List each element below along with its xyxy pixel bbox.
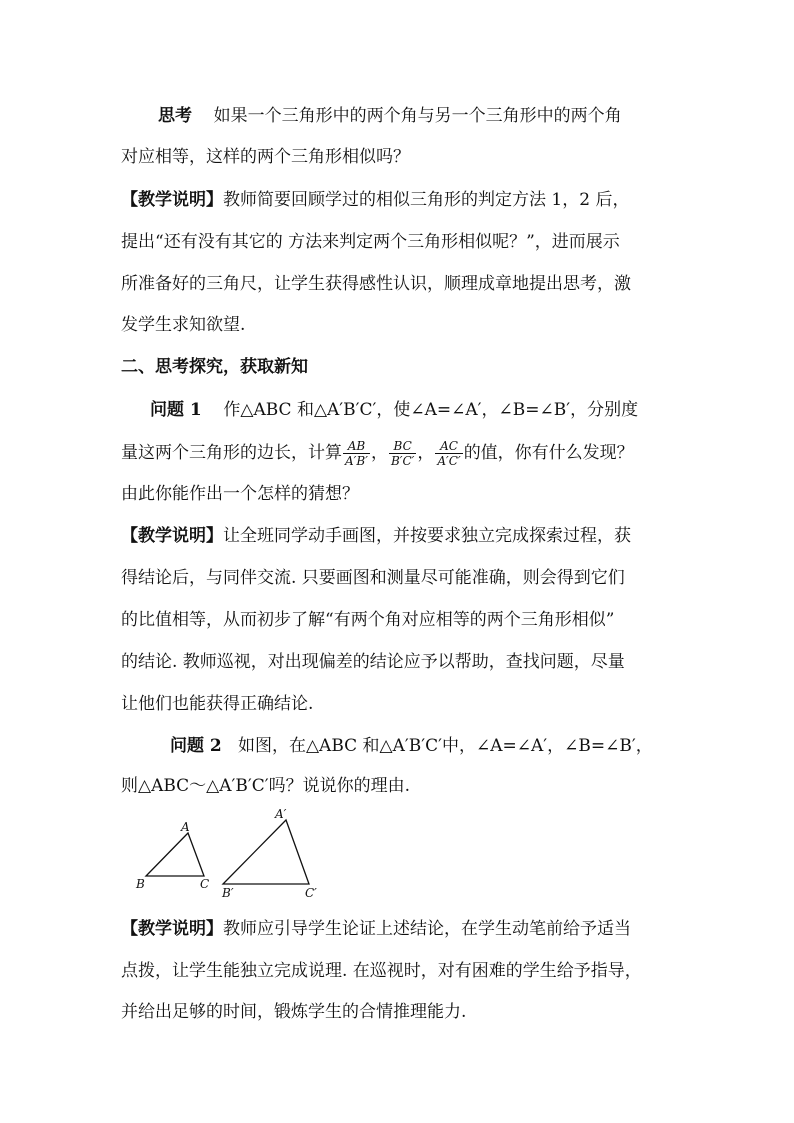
note1-text-2: 提出“还有没有其它的 方法来判定两个三角形相似呢？”，进而展示 [121, 232, 620, 252]
note2-text-2: 得结论后，与同伴交流. 只要画图和测量尽可能准确，则会得到它们 [121, 568, 625, 588]
note1-text-1: 教师简要回顾学过的相似三角形的判定方法 1，2 后， [223, 190, 630, 210]
think-text-1: 如果一个三角形中的两个角与另一个三角形中的两个角 [213, 106, 622, 126]
q1-text-2-pre: 量这两个三角形的边长，计算 [121, 443, 342, 463]
think-label: 思考 [158, 106, 192, 126]
note2-label: 【教学说明】 [121, 526, 223, 546]
fraction-ab-den: A′B′ [345, 454, 368, 468]
note2-text-5: 让他们也能获得正确结论. [121, 694, 314, 714]
q1-text-2-post: 的值，你有什么发现？ [463, 443, 634, 463]
fraction-separator: ， [370, 443, 388, 463]
think-text-2: 对应相等，这样的两个三角形相似吗？ [121, 147, 410, 167]
vertex-label-b-prime: B′ [222, 886, 234, 900]
q1-label: 问题 1 [150, 400, 202, 420]
note3-text-2: 点拨，让学生能独立完成说理. 在巡视时，对有困难的学生给予指导， [121, 961, 642, 981]
triangle-abc [146, 833, 204, 876]
q2-label: 问题 2 [170, 736, 222, 756]
triangle-a-prime-b-prime-c-prime [223, 820, 309, 884]
q1-text-1: 作△ABC 和△A′B′C′，使∠A=∠A′，∠B=∠B′，分别度 [223, 400, 639, 420]
note1-text-4: 发学生求知欲望. [121, 315, 246, 335]
note1-label: 【教学说明】 [121, 190, 223, 210]
note2-text-1: 让全班同学动手画图，并按要求独立完成探索过程，获 [223, 526, 631, 546]
note3-text-1: 教师应引导学生论证上述结论，在学生动笔前给予适当 [223, 919, 631, 939]
fraction-ac-den: A′C′ [437, 454, 461, 468]
vertex-label-b: B [136, 877, 145, 891]
q1-text-3: 由此你能作出一个怎样的猜想？ [121, 484, 359, 504]
note2-text-4: 的结论. 教师巡视，对出现偏差的结论应予以帮助，查找问题，尽量 [121, 652, 625, 672]
q2-text-2: 则△ABC～△A′B′C′吗？说说你的理由. [121, 776, 410, 796]
note3-text-3: 并给出足够的时间，锻炼学生的合情推理能力. [121, 1002, 467, 1022]
section-heading: 二、思考探究，获取新知 [121, 357, 308, 377]
fraction-ab-num: AB [343, 439, 370, 454]
note3-line1 [121, 917, 631, 941]
note2-text-3: 的比值相等，从而初步了解“有两个角对应相等的两个三角形相似” [121, 610, 615, 630]
q2-text-1: 如图，在△ABC 和△A′B′C′中，∠A=∠A′，∠B=∠B′， [237, 736, 653, 756]
vertex-label-a: A [181, 820, 190, 834]
vertex-label-a-prime: A′ [275, 807, 287, 821]
vertex-label-c-prime: C′ [305, 886, 317, 900]
fraction-bc-num: BC [389, 439, 416, 454]
vertex-label-c: C [200, 877, 210, 891]
fraction-separator: ， [417, 443, 435, 463]
note3-label: 【教学说明】 [121, 919, 223, 939]
note1-text-3: 所准备好的三角尺，让学生获得感性认识，顺理成章地提出思考，激 [121, 274, 631, 294]
fraction-bc-den: B′C′ [390, 454, 415, 468]
fraction-ac-num: AC [435, 439, 462, 454]
